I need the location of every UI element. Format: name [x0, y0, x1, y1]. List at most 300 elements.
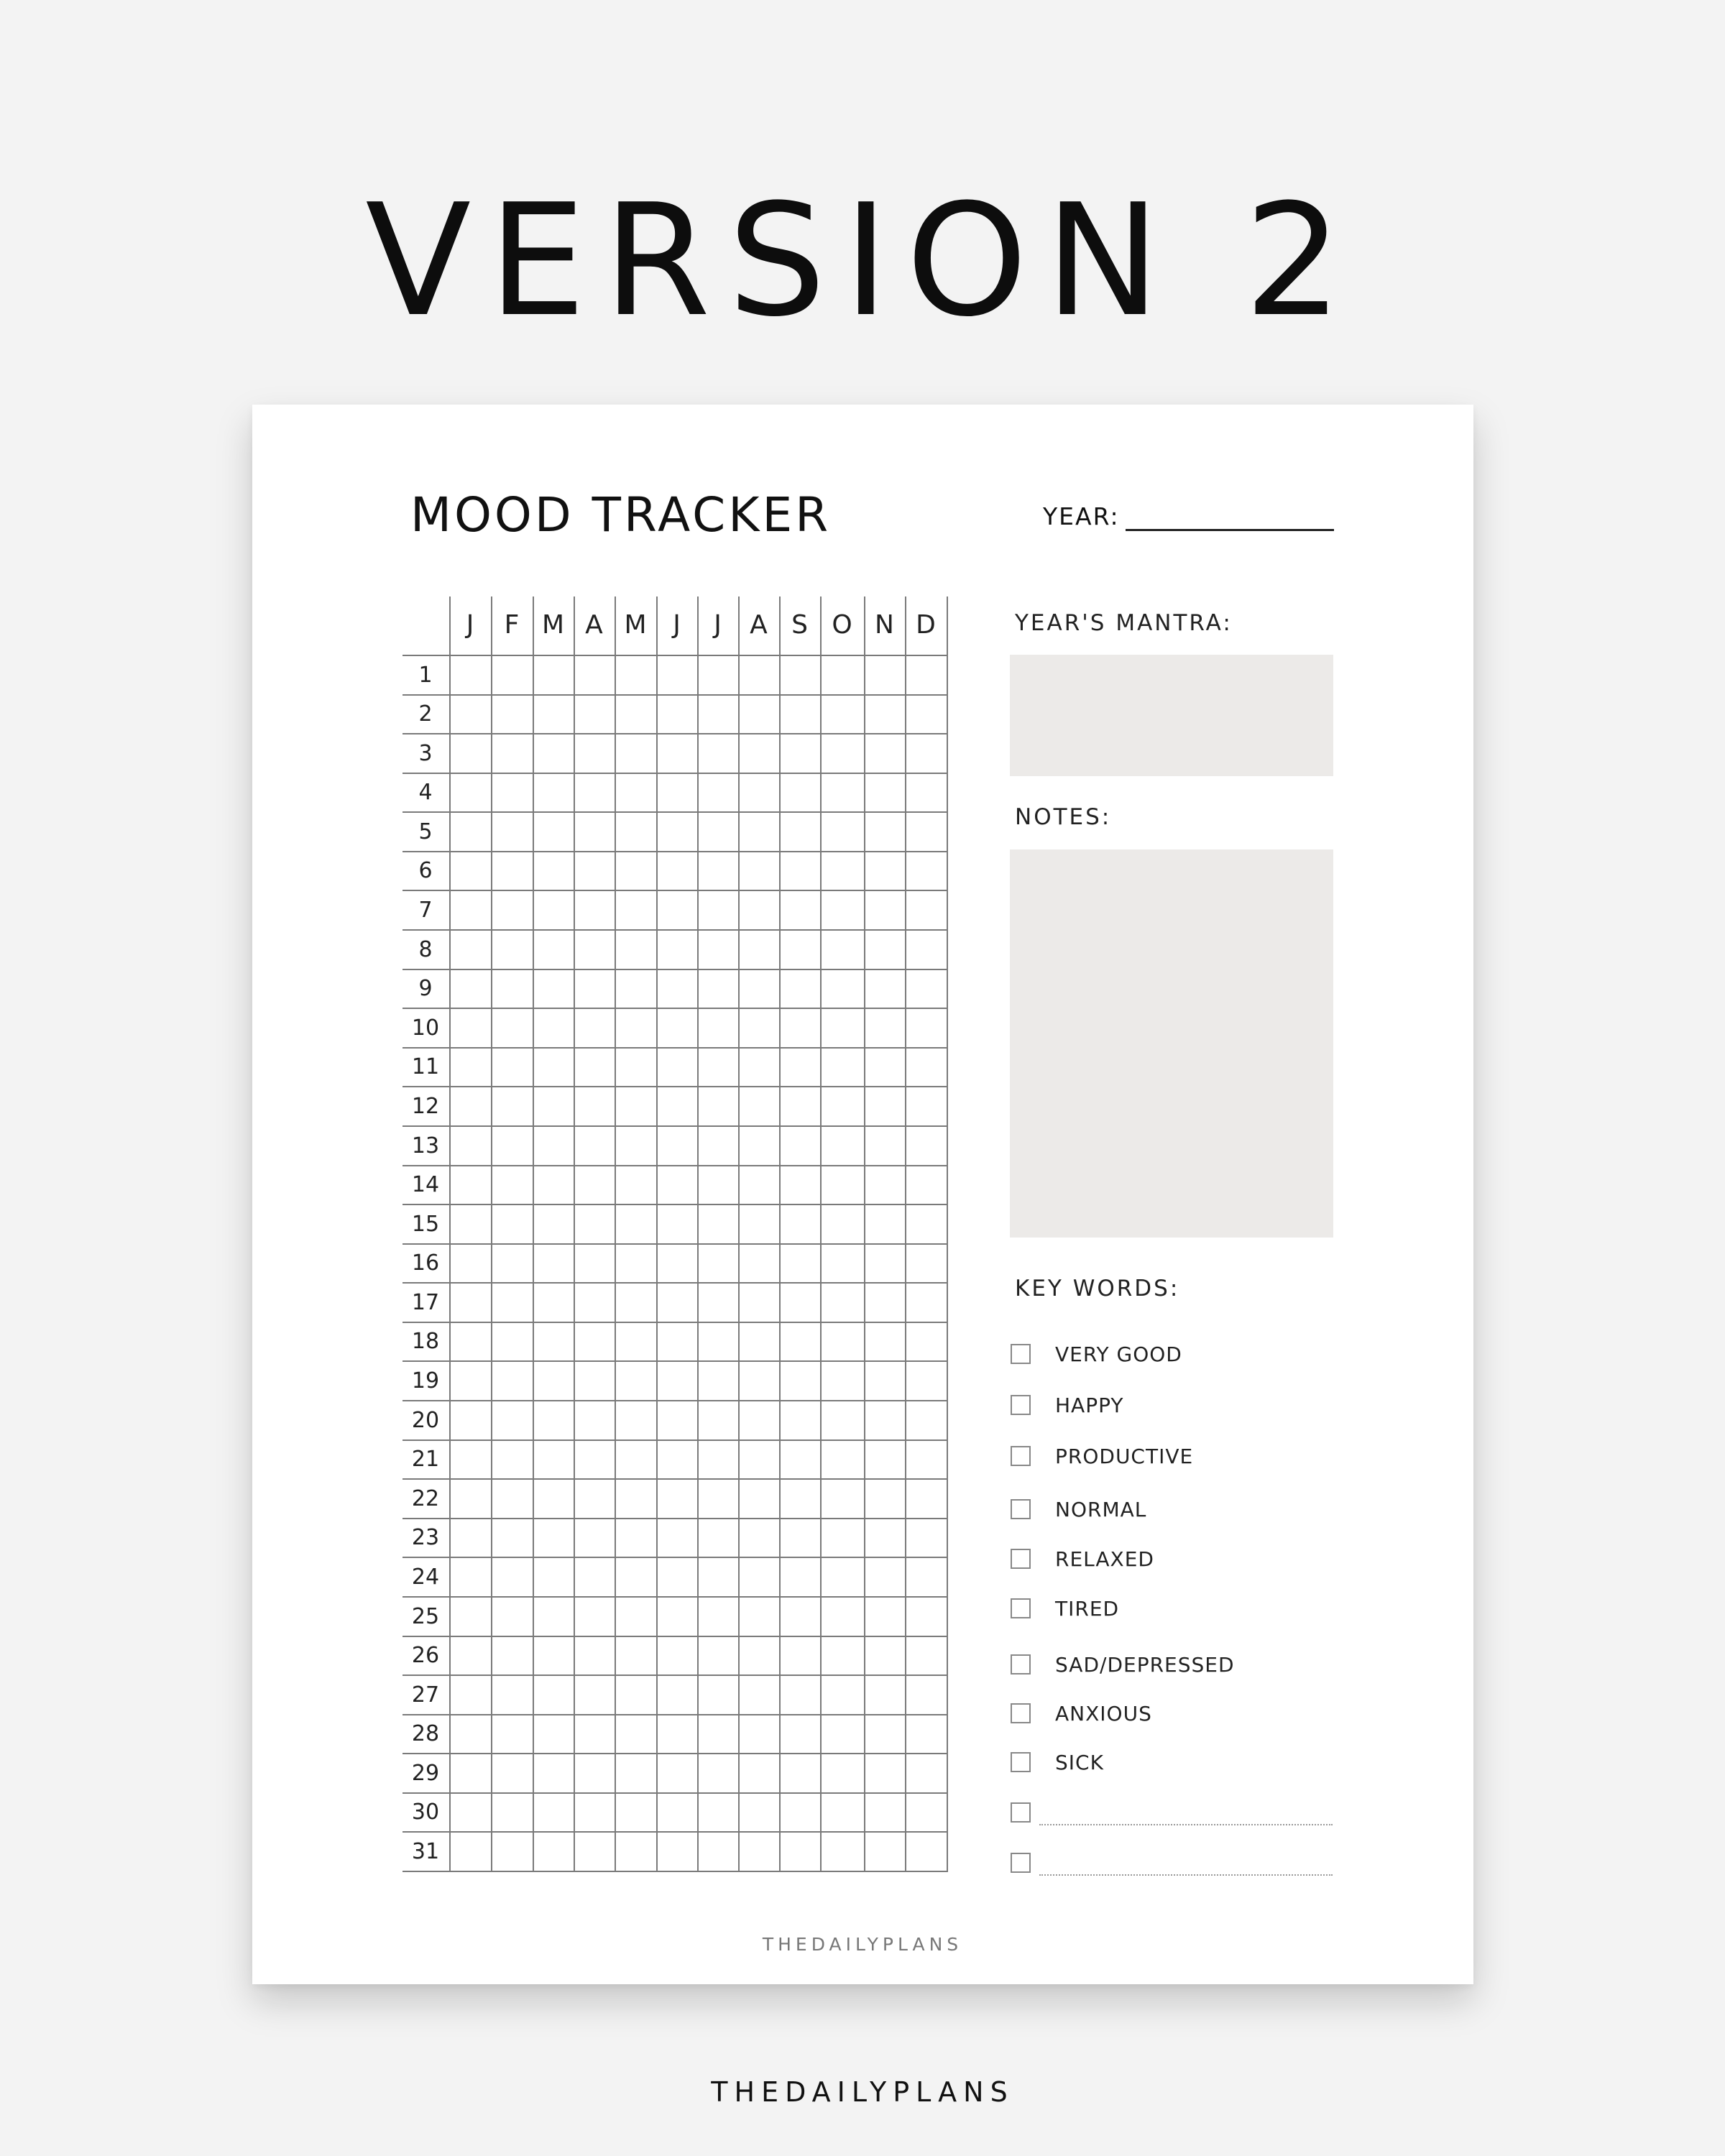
mood-cell[interactable] — [699, 696, 738, 733]
mood-cell[interactable] — [699, 1676, 738, 1714]
mood-cell[interactable] — [740, 931, 779, 969]
mood-cell[interactable] — [451, 1009, 491, 1047]
mood-cell[interactable] — [781, 1598, 820, 1636]
mood-cell[interactable] — [822, 1794, 864, 1831]
mood-cell[interactable] — [575, 891, 615, 929]
mood-cell[interactable] — [658, 1127, 697, 1165]
mood-cell[interactable] — [740, 1401, 779, 1439]
mood-cell[interactable] — [534, 1833, 574, 1871]
mood-cell[interactable] — [616, 1205, 656, 1243]
mood-cell[interactable] — [492, 891, 533, 929]
mood-cell[interactable] — [492, 1009, 533, 1047]
mood-cell[interactable] — [781, 1637, 820, 1674]
mood-cell[interactable] — [781, 813, 820, 851]
mood-cell[interactable] — [906, 1676, 947, 1714]
mood-cell[interactable] — [740, 1049, 779, 1086]
mood-cell[interactable] — [822, 1323, 864, 1360]
mood-cell[interactable] — [822, 1166, 864, 1204]
mood-cell[interactable] — [699, 1362, 738, 1400]
mood-cell[interactable] — [451, 656, 491, 694]
mood-cell[interactable] — [575, 696, 615, 733]
mood-cell[interactable] — [492, 1362, 533, 1400]
mood-cell[interactable] — [822, 813, 864, 851]
mood-cell[interactable] — [822, 1519, 864, 1557]
mood-cell[interactable] — [575, 1323, 615, 1360]
mood-cell[interactable] — [865, 852, 905, 890]
mood-cell[interactable] — [781, 1166, 820, 1204]
mood-cell[interactable] — [781, 1205, 820, 1243]
mood-cell[interactable] — [658, 696, 697, 733]
mood-cell[interactable] — [534, 970, 574, 1008]
mood-cell[interactable] — [699, 1245, 738, 1282]
mood-cell[interactable] — [575, 1205, 615, 1243]
mood-cell[interactable] — [822, 970, 864, 1008]
mood-cell[interactable] — [822, 1049, 864, 1086]
mood-cell[interactable] — [658, 734, 697, 773]
mood-cell[interactable] — [534, 1637, 574, 1674]
mood-cell[interactable] — [906, 1480, 947, 1518]
mood-cell[interactable] — [906, 1087, 947, 1125]
mood-cell[interactable] — [492, 1205, 533, 1243]
mood-cell[interactable] — [492, 734, 533, 773]
mood-cell[interactable] — [451, 852, 491, 890]
mood-cell[interactable] — [740, 1833, 779, 1871]
mood-cell[interactable] — [658, 656, 697, 694]
mood-cell[interactable] — [492, 813, 533, 851]
mood-cell[interactable] — [492, 696, 533, 733]
mood-cell[interactable] — [451, 813, 491, 851]
mood-cell[interactable] — [534, 1754, 574, 1792]
mood-cell[interactable] — [699, 774, 738, 811]
mood-cell[interactable] — [699, 1087, 738, 1125]
mood-cell[interactable] — [740, 1166, 779, 1204]
mood-cell[interactable] — [740, 1715, 779, 1753]
mood-cell[interactable] — [534, 774, 574, 811]
mood-cell[interactable] — [575, 970, 615, 1008]
mood-cell[interactable] — [575, 1598, 615, 1636]
mood-cell[interactable] — [781, 1558, 820, 1596]
mood-cell[interactable] — [781, 1480, 820, 1518]
mood-cell[interactable] — [781, 1284, 820, 1322]
mood-cell[interactable] — [699, 852, 738, 890]
mood-cell[interactable] — [658, 1519, 697, 1557]
mood-cell[interactable] — [865, 1519, 905, 1557]
mood-cell[interactable] — [699, 1284, 738, 1322]
mood-cell[interactable] — [740, 1441, 779, 1478]
mood-cell[interactable] — [616, 931, 656, 969]
mood-cell[interactable] — [616, 1715, 656, 1753]
mood-cell[interactable] — [822, 1637, 864, 1674]
mood-cell[interactable] — [575, 656, 615, 694]
mood-cell[interactable] — [699, 931, 738, 969]
mood-cell[interactable] — [822, 852, 864, 890]
mood-cell[interactable] — [865, 1127, 905, 1165]
mood-cell[interactable] — [906, 1245, 947, 1282]
mood-cell[interactable] — [865, 1637, 905, 1674]
mood-cell[interactable] — [699, 1127, 738, 1165]
mood-cell[interactable] — [865, 696, 905, 733]
mood-cell[interactable] — [906, 852, 947, 890]
mood-cell[interactable] — [822, 1754, 864, 1792]
mood-cell[interactable] — [492, 1245, 533, 1282]
mood-cell[interactable] — [740, 1362, 779, 1400]
mood-cell[interactable] — [451, 1323, 491, 1360]
mood-cell[interactable] — [575, 1127, 615, 1165]
mood-cell[interactable] — [906, 1754, 947, 1792]
mood-cell[interactable] — [906, 1637, 947, 1674]
mood-cell[interactable] — [699, 1441, 738, 1478]
keyword-checkbox[interactable] — [1011, 1853, 1031, 1873]
mood-cell[interactable] — [865, 1245, 905, 1282]
mood-cell[interactable] — [906, 1127, 947, 1165]
mood-cell[interactable] — [865, 1754, 905, 1792]
mood-cell[interactable] — [822, 1441, 864, 1478]
mood-cell[interactable] — [740, 1284, 779, 1322]
mood-cell[interactable] — [822, 656, 864, 694]
mood-cell[interactable] — [658, 1833, 697, 1871]
mood-cell[interactable] — [699, 1401, 738, 1439]
keyword-checkbox[interactable] — [1011, 1752, 1031, 1772]
mood-cell[interactable] — [822, 1009, 864, 1047]
mood-cell[interactable] — [492, 1323, 533, 1360]
mood-cell[interactable] — [781, 891, 820, 929]
mood-cell[interactable] — [616, 1049, 656, 1086]
mood-cell[interactable] — [616, 656, 656, 694]
mood-cell[interactable] — [906, 891, 947, 929]
mood-cell[interactable] — [658, 1637, 697, 1674]
mood-cell[interactable] — [822, 774, 864, 811]
mood-cell[interactable] — [534, 1245, 574, 1282]
mood-cell[interactable] — [865, 1323, 905, 1360]
mood-cell[interactable] — [575, 1087, 615, 1125]
notes-box[interactable] — [1010, 849, 1333, 1238]
mood-cell[interactable] — [699, 1637, 738, 1674]
mood-cell[interactable] — [534, 1676, 574, 1714]
mood-cell[interactable] — [575, 852, 615, 890]
mood-cell[interactable] — [616, 1637, 656, 1674]
mood-cell[interactable] — [534, 1362, 574, 1400]
mood-cell[interactable] — [658, 1480, 697, 1518]
mood-cell[interactable] — [699, 1323, 738, 1360]
mood-cell[interactable] — [534, 891, 574, 929]
mood-cell[interactable] — [534, 734, 574, 773]
mood-cell[interactable] — [906, 1205, 947, 1243]
mood-cell[interactable] — [865, 1205, 905, 1243]
mood-cell[interactable] — [451, 734, 491, 773]
mood-cell[interactable] — [492, 1794, 533, 1831]
mood-cell[interactable] — [658, 1558, 697, 1596]
mood-cell[interactable] — [906, 1166, 947, 1204]
mood-cell[interactable] — [616, 1362, 656, 1400]
mood-cell[interactable] — [492, 1127, 533, 1165]
mood-cell[interactable] — [534, 1127, 574, 1165]
mood-cell[interactable] — [451, 931, 491, 969]
mood-cell[interactable] — [906, 1049, 947, 1086]
mood-cell[interactable] — [575, 1637, 615, 1674]
mood-cell[interactable] — [906, 1284, 947, 1322]
mood-cell[interactable] — [451, 1833, 491, 1871]
mood-cell[interactable] — [658, 1794, 697, 1831]
mood-cell[interactable] — [575, 931, 615, 969]
mood-cell[interactable] — [781, 852, 820, 890]
mood-cell[interactable] — [492, 1558, 533, 1596]
mood-cell[interactable] — [822, 696, 864, 733]
mood-cell[interactable] — [865, 931, 905, 969]
mood-cell[interactable] — [451, 1441, 491, 1478]
mood-cell[interactable] — [575, 1715, 615, 1753]
mood-cell[interactable] — [658, 1087, 697, 1125]
mood-cell[interactable] — [492, 1441, 533, 1478]
mood-cell[interactable] — [906, 813, 947, 851]
mood-cell[interactable] — [616, 1127, 656, 1165]
mood-cell[interactable] — [781, 1676, 820, 1714]
mood-cell[interactable] — [575, 1833, 615, 1871]
mood-cell[interactable] — [822, 1401, 864, 1439]
keyword-checkbox[interactable] — [1011, 1802, 1031, 1823]
mood-cell[interactable] — [865, 1480, 905, 1518]
mood-cell[interactable] — [822, 1362, 864, 1400]
mood-cell[interactable] — [658, 813, 697, 851]
mood-cell[interactable] — [740, 1323, 779, 1360]
keyword-checkbox[interactable] — [1011, 1654, 1031, 1674]
mood-cell[interactable] — [451, 1049, 491, 1086]
mood-cell[interactable] — [451, 1637, 491, 1674]
mood-cell[interactable] — [865, 1558, 905, 1596]
mood-cell[interactable] — [658, 1009, 697, 1047]
mood-cell[interactable] — [865, 656, 905, 694]
mood-cell[interactable] — [740, 1637, 779, 1674]
mood-cell[interactable] — [575, 813, 615, 851]
mood-cell[interactable] — [699, 734, 738, 773]
mood-cell[interactable] — [699, 656, 738, 694]
mood-cell[interactable] — [616, 970, 656, 1008]
mood-cell[interactable] — [740, 852, 779, 890]
mood-cell[interactable] — [658, 1676, 697, 1714]
mood-cell[interactable] — [781, 1009, 820, 1047]
mood-cell[interactable] — [616, 696, 656, 733]
mood-cell[interactable] — [575, 1009, 615, 1047]
mood-cell[interactable] — [865, 1049, 905, 1086]
mood-cell[interactable] — [451, 1401, 491, 1439]
mood-cell[interactable] — [451, 1519, 491, 1557]
mood-cell[interactable] — [575, 1401, 615, 1439]
mood-cell[interactable] — [699, 891, 738, 929]
mood-cell[interactable] — [492, 1480, 533, 1518]
mood-cell[interactable] — [534, 852, 574, 890]
mood-cell[interactable] — [906, 1323, 947, 1360]
mood-cell[interactable] — [575, 1754, 615, 1792]
mood-cell[interactable] — [781, 1833, 820, 1871]
mood-cell[interactable] — [616, 1441, 656, 1478]
mood-cell[interactable] — [658, 1284, 697, 1322]
mood-cell[interactable] — [740, 1676, 779, 1714]
mood-cell[interactable] — [451, 1480, 491, 1518]
mood-cell[interactable] — [451, 1087, 491, 1125]
mood-cell[interactable] — [699, 970, 738, 1008]
mood-cell[interactable] — [781, 1519, 820, 1557]
mood-cell[interactable] — [451, 1794, 491, 1831]
mood-cell[interactable] — [616, 1323, 656, 1360]
mood-cell[interactable] — [740, 656, 779, 694]
mood-cell[interactable] — [906, 1009, 947, 1047]
mood-cell[interactable] — [534, 656, 574, 694]
mood-cell[interactable] — [492, 931, 533, 969]
mood-cell[interactable] — [575, 734, 615, 773]
mood-cell[interactable] — [699, 1598, 738, 1636]
mood-cell[interactable] — [616, 1009, 656, 1047]
mood-cell[interactable] — [492, 1519, 533, 1557]
keyword-checkbox[interactable] — [1011, 1344, 1031, 1364]
mood-cell[interactable] — [740, 1127, 779, 1165]
mood-cell[interactable] — [699, 1480, 738, 1518]
mood-cell[interactable] — [616, 1754, 656, 1792]
mood-cell[interactable] — [575, 1558, 615, 1596]
mood-cell[interactable] — [781, 734, 820, 773]
mood-cell[interactable] — [906, 1401, 947, 1439]
mood-cell[interactable] — [534, 1323, 574, 1360]
mood-cell[interactable] — [865, 1794, 905, 1831]
mood-cell[interactable] — [740, 891, 779, 929]
mood-cell[interactable] — [658, 1049, 697, 1086]
mood-cell[interactable] — [699, 1049, 738, 1086]
mood-cell[interactable] — [616, 1794, 656, 1831]
mood-cell[interactable] — [906, 1598, 947, 1636]
mood-cell[interactable] — [575, 1794, 615, 1831]
mood-cell[interactable] — [781, 931, 820, 969]
mood-cell[interactable] — [658, 891, 697, 929]
keyword-checkbox[interactable] — [1011, 1598, 1031, 1618]
mood-cell[interactable] — [616, 1558, 656, 1596]
mood-cell[interactable] — [781, 1323, 820, 1360]
mood-cell[interactable] — [740, 1009, 779, 1047]
mood-cell[interactable] — [822, 1558, 864, 1596]
mood-cell[interactable] — [616, 852, 656, 890]
mood-cell[interactable] — [658, 1754, 697, 1792]
mood-cell[interactable] — [822, 1284, 864, 1322]
mood-cell[interactable] — [699, 1205, 738, 1243]
mood-cell[interactable] — [865, 774, 905, 811]
mood-cell[interactable] — [658, 1362, 697, 1400]
mood-cell[interactable] — [740, 970, 779, 1008]
mood-cell[interactable] — [865, 1676, 905, 1714]
mood-cell[interactable] — [699, 1833, 738, 1871]
mood-cell[interactable] — [658, 1205, 697, 1243]
mood-cell[interactable] — [906, 1794, 947, 1831]
mood-cell[interactable] — [781, 1715, 820, 1753]
mood-cell[interactable] — [822, 1715, 864, 1753]
mood-cell[interactable] — [781, 1754, 820, 1792]
mood-cell[interactable] — [822, 1598, 864, 1636]
mood-cell[interactable] — [781, 1087, 820, 1125]
mood-cell[interactable] — [575, 1049, 615, 1086]
mood-cell[interactable] — [492, 1284, 533, 1322]
mood-cell[interactable] — [822, 1205, 864, 1243]
mood-cell[interactable] — [451, 1362, 491, 1400]
mood-cell[interactable] — [781, 1049, 820, 1086]
mood-cell[interactable] — [658, 852, 697, 890]
mood-cell[interactable] — [781, 970, 820, 1008]
mood-cell[interactable] — [865, 1009, 905, 1047]
mood-cell[interactable] — [865, 1598, 905, 1636]
mood-cell[interactable] — [534, 931, 574, 969]
mood-cell[interactable] — [534, 1087, 574, 1125]
mood-cell[interactable] — [534, 1401, 574, 1439]
mood-cell[interactable] — [740, 1558, 779, 1596]
mood-cell[interactable] — [740, 813, 779, 851]
mood-cell[interactable] — [616, 1401, 656, 1439]
mood-cell[interactable] — [781, 774, 820, 811]
mood-cell[interactable] — [616, 1480, 656, 1518]
mood-cell[interactable] — [451, 1284, 491, 1322]
mood-cell[interactable] — [492, 1598, 533, 1636]
mood-cell[interactable] — [492, 852, 533, 890]
mood-cell[interactable] — [451, 1676, 491, 1714]
mood-cell[interactable] — [534, 696, 574, 733]
keyword-checkbox[interactable] — [1011, 1549, 1031, 1569]
mood-cell[interactable] — [534, 1441, 574, 1478]
mood-cell[interactable] — [658, 1323, 697, 1360]
mood-cell[interactable] — [534, 1794, 574, 1831]
mood-cell[interactable] — [781, 1362, 820, 1400]
mood-cell[interactable] — [534, 1480, 574, 1518]
mood-cell[interactable] — [658, 774, 697, 811]
keyword-checkbox[interactable] — [1011, 1499, 1031, 1519]
mood-cell[interactable] — [699, 1558, 738, 1596]
mood-cell[interactable] — [658, 1401, 697, 1439]
mood-cell[interactable] — [575, 1519, 615, 1557]
mood-cell[interactable] — [616, 1166, 656, 1204]
mood-cell[interactable] — [616, 1284, 656, 1322]
mood-cell[interactable] — [906, 1833, 947, 1871]
mood-cell[interactable] — [699, 1794, 738, 1831]
mood-cell[interactable] — [575, 1441, 615, 1478]
mood-cell[interactable] — [658, 970, 697, 1008]
mood-cell[interactable] — [492, 1715, 533, 1753]
keyword-checkbox[interactable] — [1011, 1446, 1031, 1466]
mood-cell[interactable] — [616, 1833, 656, 1871]
mood-cell[interactable] — [865, 1715, 905, 1753]
mood-cell[interactable] — [781, 1794, 820, 1831]
mood-cell[interactable] — [451, 1205, 491, 1243]
mood-cell[interactable] — [865, 1087, 905, 1125]
mood-cell[interactable] — [575, 1480, 615, 1518]
mood-cell[interactable] — [781, 1127, 820, 1165]
mood-cell[interactable] — [865, 1441, 905, 1478]
mood-cell[interactable] — [740, 1598, 779, 1636]
mood-cell[interactable] — [451, 1598, 491, 1636]
mood-cell[interactable] — [781, 1441, 820, 1478]
mood-cell[interactable] — [616, 1087, 656, 1125]
mood-cell[interactable] — [492, 1833, 533, 1871]
mood-cell[interactable] — [740, 1794, 779, 1831]
mood-cell[interactable] — [658, 1245, 697, 1282]
mood-cell[interactable] — [822, 1833, 864, 1871]
mood-cell[interactable] — [906, 656, 947, 694]
mantra-box[interactable] — [1010, 655, 1333, 776]
mood-cell[interactable] — [451, 774, 491, 811]
mood-cell[interactable] — [451, 891, 491, 929]
mood-cell[interactable] — [906, 931, 947, 969]
mood-cell[interactable] — [575, 1676, 615, 1714]
mood-cell[interactable] — [451, 1558, 491, 1596]
mood-cell[interactable] — [451, 1715, 491, 1753]
mood-cell[interactable] — [906, 1519, 947, 1557]
mood-cell[interactable] — [740, 1519, 779, 1557]
mood-cell[interactable] — [534, 1166, 574, 1204]
mood-cell[interactable] — [865, 1284, 905, 1322]
mood-cell[interactable] — [534, 1519, 574, 1557]
mood-cell[interactable] — [822, 931, 864, 969]
